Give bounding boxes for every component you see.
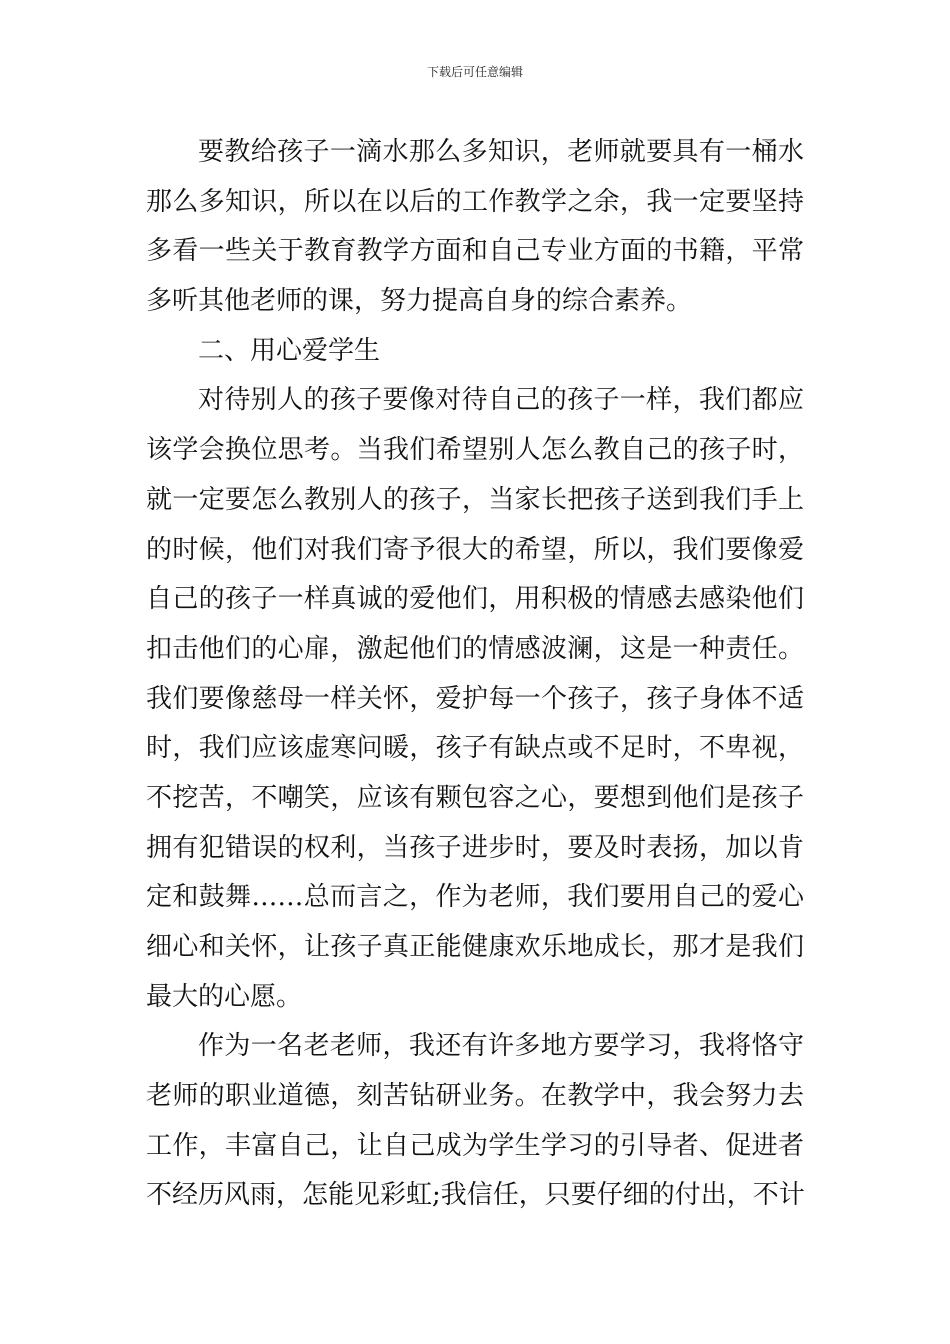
text-line: 拥有犯错误的权利，当孩子进步时，要及时表扬，加以肯 [146,832,804,863]
text-line: 工作，丰富自己，让自己成为学生学习的引导者、促进者 [146,1130,804,1161]
text-line: 要教给孩子一滴水那么多知识，老师就要具有一桶水 [198,137,804,167]
text-line: 就一定要怎么教别人的孩子，当家长把孩子送到我们手上 [146,484,804,515]
body-text [146,128,804,1221]
text-line: 定和鼓舞……总而言之，作为老师，我们要用自己的爱心 [146,882,804,913]
text-line: 对待别人的孩子要像对待自己的孩子一样，我们都应 [198,385,804,416]
text-line: 自己的孩子一样真诚的爱他们，用积极的情感去感染他们 [146,584,804,615]
text-line: 不挖苦，不嘲笑，应该有颗包容之心，要想到他们是孩子 [146,782,804,813]
page-header: 下载后可任意编辑 [426,65,523,79]
text-line: 作为一名老老师，我还有许多地方要学习，我将恪守 [198,1031,804,1062]
text-line: 的时候，他们对我们寄予很大的希望，所以，我们要像爱 [146,534,804,565]
text-line: 我们要像慈母一样关怀，爱护每一个孩子，孩子身体不适 [146,683,804,714]
text-line: 不经历风雨，怎能见彩虹;我信任，只要仔细的付出，不计 [146,1180,805,1211]
text-line: 多听其他老师的课，努力提高自身的综合素养。 [146,286,693,317]
text-line: 扣击他们的心扉，激起他们的情感波澜，这是一种责任。 [146,633,804,664]
text-line: 那么多知识，所以在以后的工作教学之余，我一定要坚持 [146,186,804,217]
text-line: 该学会换位思考。当我们希望别人怎么教自己的孩子时， [146,435,804,466]
section-heading: 二、用心爱学生 [198,335,381,366]
text-line: 时，我们应该虚寒问暖，孩子有缺点或不足时，不卑视， [146,733,804,764]
text-line: 最大的心愿。 [146,981,303,1012]
text-line: 老师的职业道德，刻苦钻研业务。在教学中，我会努力去 [146,1081,804,1112]
text-line: 多看一些关于教育教学方面和自己专业方面的书籍，平常 [146,236,804,267]
text-line: 细心和关怀，让孩子真正能健康欢乐地成长，那才是我们 [146,932,804,962]
